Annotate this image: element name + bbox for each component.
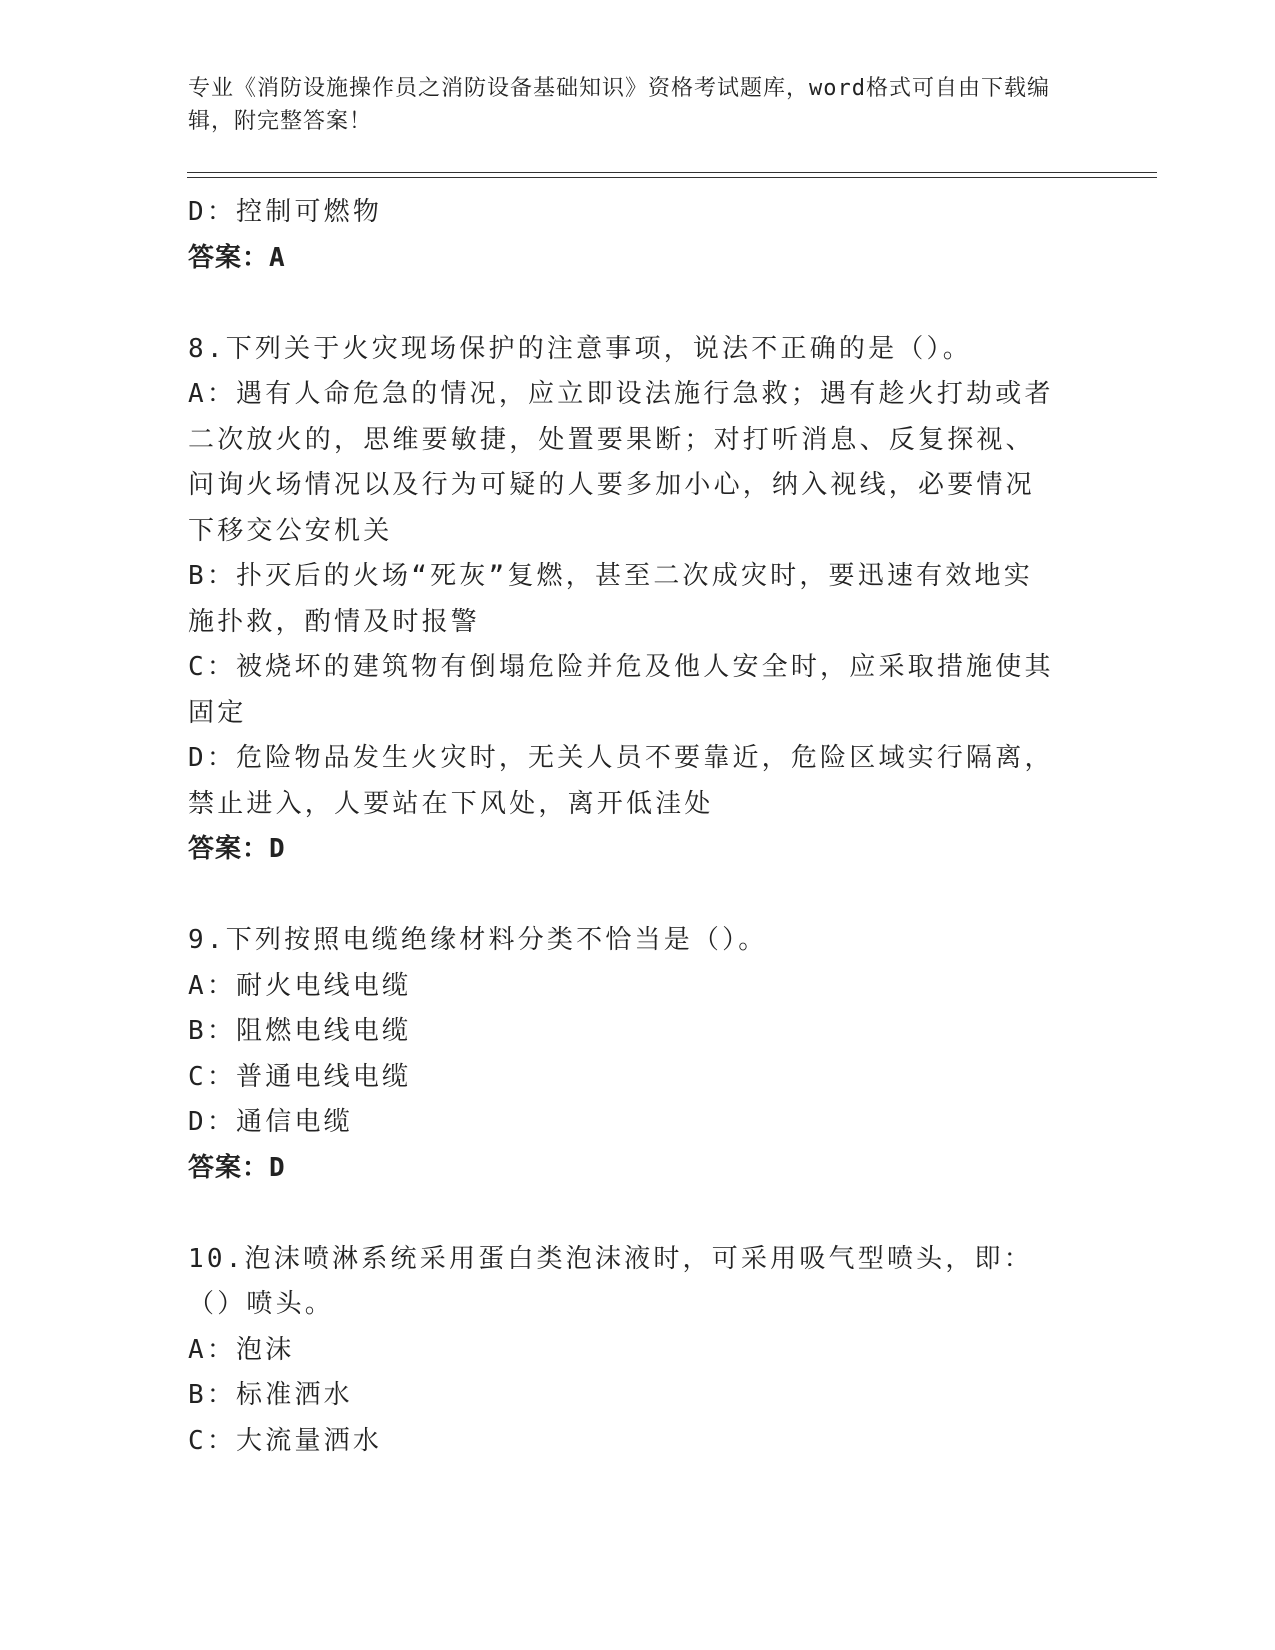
question-9 <box>188 918 1088 1191</box>
question-content <box>188 190 1088 1464</box>
option-a: A：耐火电线电缆 <box>188 970 412 1001</box>
option-c: C：普通电线电缆 <box>188 1061 412 1092</box>
question-10 <box>188 1237 1088 1465</box>
option-d: D：通信电缆 <box>188 1107 353 1137</box>
question-8 <box>188 327 1088 873</box>
answer: 答案：D <box>188 1152 286 1183</box>
option-a: A：遇有人命危急的情况，应立即设法施行急救；遇有趁火打劫或者二次放火的，思维要敏捷，处置要果断；对打听消息、反复探视、问询火场情况以及行为可疑的人要多加小心，纳入视线，必要情况下移交公安机关 <box>188 379 1054 546</box>
question-stem: 8.下列关于火灾现场保护的注意事项，说法不正确的是（）。 <box>188 333 972 364</box>
spacer <box>188 1191 1088 1237</box>
question-stem: 10.泡沫喷淋系统采用蛋白类泡沫液时，可采用吸气型喷头，即：（）喷头。 <box>188 1243 1033 1319</box>
spacer <box>188 281 1088 327</box>
option-b: B：标准洒水 <box>188 1380 353 1410</box>
prev-option-d: D：控制可燃物 <box>188 197 383 227</box>
spacer <box>188 873 1088 919</box>
prev-answer: 答案：A <box>188 242 286 273</box>
option-b: B：阻燃电线电缆 <box>188 1016 412 1046</box>
option-d: D：危险物品发生火灾时，无关人员不要靠近，危险区域实行隔离，禁止进入，人要站在下风处，离开低洼处 <box>188 743 1054 819</box>
header-rule-top <box>187 172 1157 173</box>
answer: 答案：D <box>188 834 286 864</box>
option-c: C：大流量洒水 <box>188 1425 383 1456</box>
option-a: A：泡沫 <box>188 1334 295 1365</box>
header-rule-bottom <box>187 177 1157 178</box>
option-b: B：扑灭后的火场“死灰”复燃，甚至二次成灾时，要迅速有效地实施扑救，酌情及时报警 <box>188 561 1033 637</box>
question-stem: 9.下列按照电缆绝缘材料分类不恰当是（）。 <box>188 925 768 955</box>
document-header: 专业《消防设施操作员之消防设备基础知识》资格考试题库，word格式可自由下载编辑，附完整答案！ <box>188 76 1050 134</box>
option-c: C：被烧坏的建筑物有倒塌危险并危及他人安全时，应采取措施使其固定 <box>188 652 1054 728</box>
